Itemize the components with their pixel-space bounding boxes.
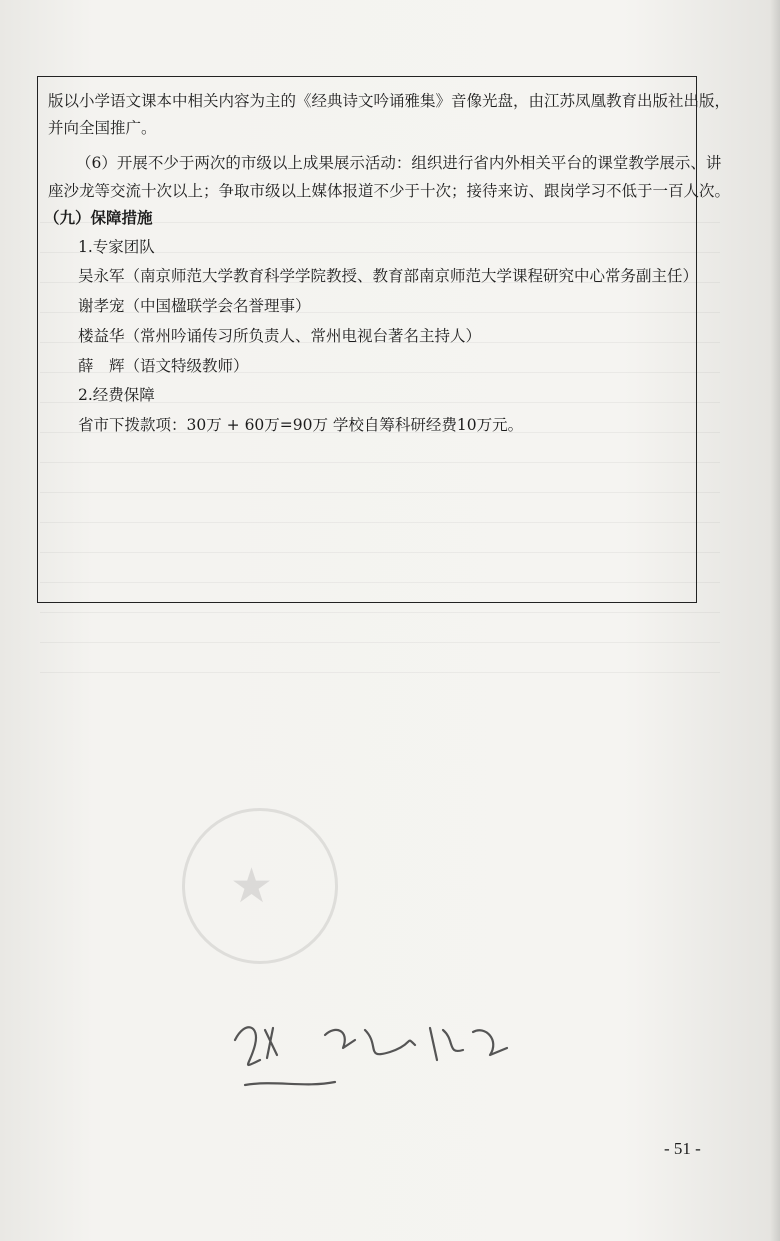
seal-star-icon: ★ bbox=[230, 858, 274, 914]
expert-3: 楼益华（常州吟诵传习所负责人、常州电视台著名主持人） bbox=[78, 327, 482, 345]
text-line-4: 座沙龙等交流十次以上；争取市级以上媒体报道不少于十次；接待来访、跟岗学习不低于一百人次。 bbox=[48, 182, 731, 200]
text-line-3: （6）开展不少于两次的市级以上成果展示活动：组织进行省内外相关平台的课堂教学展示、讲 bbox=[76, 154, 722, 172]
page-number: - 51 - bbox=[664, 1139, 701, 1158]
text-line-1: 版以小学语文课本中相关内容为主的《经典诗文吟诵雅集》音像光盘，由江苏凤凰教育出版社出版， bbox=[48, 92, 731, 110]
funding-detail: 省市下拨款项：30万 + 60万=90万 学校自筹科研经费10万元。 bbox=[78, 416, 524, 434]
subheading-funding: 2.经费保障 bbox=[78, 386, 155, 404]
page-edge-shadow bbox=[770, 0, 780, 1241]
section-heading: （九）保障措施 bbox=[44, 208, 153, 227]
expert-4: 薛 辉（语文特级教师） bbox=[78, 357, 249, 375]
subheading-expert-team: 1.专家团队 bbox=[78, 238, 155, 256]
text-line-2: 并向全国推广。 bbox=[48, 119, 157, 137]
expert-1: 吴永军（南京师范大学教育科学学院教授、教育部南京师范大学课程研究中心常务副主任） bbox=[78, 267, 699, 285]
expert-2: 谢孝宠（中国楹联学会名誉理事） bbox=[78, 297, 311, 315]
handwritten-signatures bbox=[215, 1000, 575, 1110]
